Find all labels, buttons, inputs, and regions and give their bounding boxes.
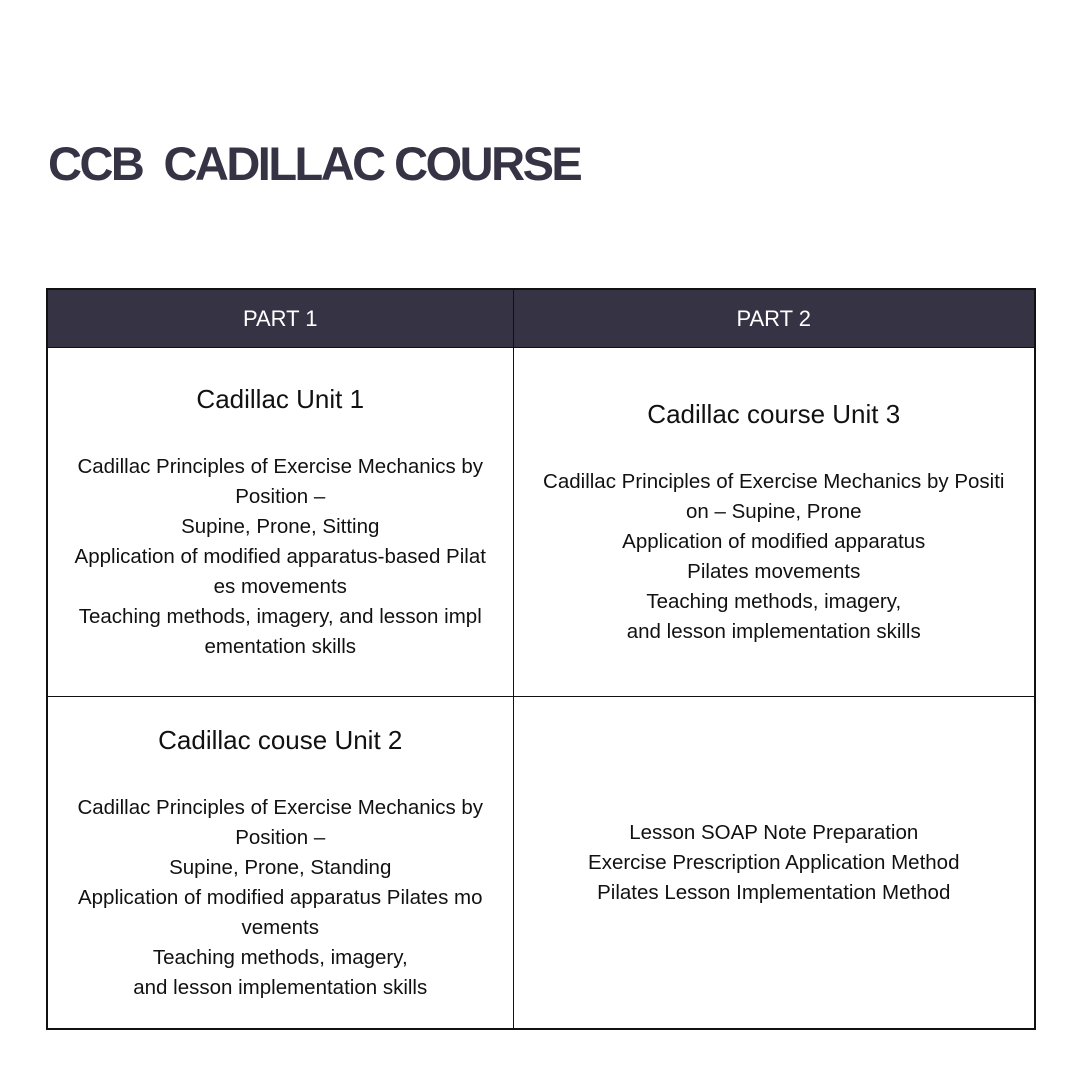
description-line: Pilates Lesson Implementation Method	[597, 880, 951, 904]
cell-part-2-lesson-methods	[513, 697, 1035, 1030]
unit-title: Cadillac Unit 1	[196, 384, 365, 414]
cell-unit-3	[513, 348, 1035, 697]
description-line: Position –	[235, 485, 326, 508]
unit-title: Cadillac course Unit 3	[647, 399, 901, 429]
header-part-1: PART 1	[47, 289, 513, 348]
description-line: es movements	[213, 575, 347, 598]
description-line: Cadillac Principles of Exercise Mechanics by	[77, 455, 484, 478]
unit-description	[77, 793, 483, 1003]
description-line: on – Supine, Prone	[685, 500, 862, 523]
description-line: Teaching methods, imagery, and lesson impl	[78, 605, 482, 628]
description-line: Teaching methods, imagery,	[646, 590, 902, 613]
description-line: Supine, Prone, Sitting	[181, 515, 380, 538]
description-line: Pilates movements	[687, 560, 861, 583]
description-line: Application of modified apparatus Pilates mo	[77, 885, 483, 909]
description-line: Cadillac Principles of Exercise Mechanics by Positi	[543, 470, 1005, 493]
table-row	[47, 697, 1035, 1030]
description-line: Teaching methods, imagery,	[152, 945, 408, 969]
description-line: vements	[241, 915, 319, 939]
description-line: and lesson implementation skills	[626, 620, 921, 643]
unit-title: Cadillac couse Unit 2	[158, 724, 403, 755]
unit-description	[75, 452, 486, 662]
description-line: Application of modified apparatus-based Pilat	[74, 545, 486, 568]
description-line: Supine, Prone, Standing	[169, 855, 392, 879]
lesson-methods-list	[588, 818, 959, 908]
description-line: ementation skills	[204, 635, 357, 658]
cell-unit-2	[47, 697, 513, 1030]
table-header-row	[47, 289, 1035, 348]
description-line: Position –	[235, 825, 326, 849]
unit-description	[543, 467, 1004, 647]
description-line: Lesson SOAP Note Preparation	[629, 820, 919, 844]
course-table	[46, 288, 1036, 1030]
cell-unit-1	[47, 348, 513, 697]
description-line: Exercise Prescription Application Method	[588, 850, 960, 874]
description-line: and lesson implementation skills	[133, 975, 428, 999]
description-line: Application of modified apparatus	[622, 530, 926, 553]
table-row	[47, 348, 1035, 697]
description-line: Cadillac Principles of Exercise Mechanics by	[77, 795, 484, 819]
header-part-2: PART 2	[513, 289, 1035, 348]
page-title: CCB CADILLAC COURSE	[48, 137, 581, 190]
